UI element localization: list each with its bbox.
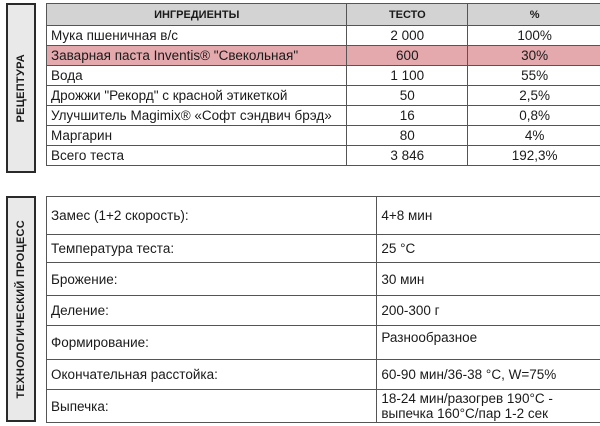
table-row <box>47 126 600 146</box>
table-row <box>47 197 600 235</box>
process-value: 18-24 мин/разогрев 190°С - выпечка 160°С/пар 1-2 сек <box>377 390 600 423</box>
table-row-highlighted <box>47 46 600 66</box>
ingredient-percent: 30% <box>468 46 600 66</box>
process-value: Разнообразное <box>377 326 600 360</box>
process-section <box>6 196 596 422</box>
recipe-header-row <box>47 4 600 26</box>
ingredient-dough: 16 <box>347 106 468 126</box>
process-value: 60-90 мин/36-38 °С, W=75% <box>377 360 600 390</box>
process-label: Замес (1+2 скорость): <box>47 197 377 235</box>
process-sidebar <box>6 196 36 422</box>
process-value: 4+8 мин <box>377 197 600 235</box>
ingredient-name: Заварная паста Inventis® "Свекольная" <box>47 46 347 66</box>
ingredient-percent: 192,3% <box>468 146 600 166</box>
ingredient-name: Мука пшеничная в/с <box>47 26 347 46</box>
recipe-table <box>46 3 600 166</box>
process-label: Формирование: <box>47 326 377 360</box>
recipe-sidebar <box>6 3 36 173</box>
process-label: Окончательная расстойка: <box>47 360 377 390</box>
ingredient-percent: 4% <box>468 126 600 146</box>
ingredient-name: Вода <box>47 66 347 86</box>
table-row <box>47 326 600 360</box>
process-value: 30 мин <box>377 263 600 296</box>
process-value: 200-300 г <box>377 296 600 326</box>
table-row <box>47 296 600 326</box>
header-ingredients: ИНГРЕДИЕНТЫ <box>47 4 347 26</box>
process-label: Температура теста: <box>47 235 377 263</box>
ingredient-percent: 0,8% <box>468 106 600 126</box>
recipe-sidebar-label: РЕЦЕПТУРА <box>15 53 27 123</box>
table-row <box>47 235 600 263</box>
ingredient-dough: 50 <box>347 86 468 106</box>
recipe-section <box>6 3 596 173</box>
table-row <box>47 86 600 106</box>
table-row <box>47 106 600 126</box>
ingredient-dough: 1 100 <box>347 66 468 86</box>
header-percent: % <box>468 4 600 26</box>
ingredient-dough: 2 000 <box>347 26 468 46</box>
table-row <box>47 360 600 390</box>
process-value: 25 °С <box>377 235 600 263</box>
table-row-total <box>47 146 600 166</box>
process-sidebar-label: ТЕХНОЛОГИЧЕСКИЙ ПРОЦЕСС <box>15 219 27 399</box>
process-label: Выпечка: <box>47 390 377 423</box>
table-row <box>47 26 600 46</box>
process-label: Брожение: <box>47 263 377 296</box>
ingredient-dough: 3 846 <box>347 146 468 166</box>
ingredient-dough: 80 <box>347 126 468 146</box>
process-label: Деление: <box>47 296 377 326</box>
ingredient-percent: 55% <box>468 66 600 86</box>
table-row <box>47 263 600 296</box>
ingredient-percent: 100% <box>468 26 600 46</box>
ingredient-percent: 2,5% <box>468 86 600 106</box>
table-row <box>47 390 600 423</box>
ingredient-name: Дрожжи "Рекорд" с красной этикеткой <box>47 86 347 106</box>
ingredient-name: Всего теста <box>47 146 347 166</box>
ingredient-name: Маргарин <box>47 126 347 146</box>
table-row <box>47 66 600 86</box>
process-table <box>46 196 600 423</box>
header-dough: ТЕСТО <box>347 4 468 26</box>
ingredient-name: Улучшитель Magimix® «Софт сэндвич брэд» <box>47 106 347 126</box>
ingredient-dough: 600 <box>347 46 468 66</box>
